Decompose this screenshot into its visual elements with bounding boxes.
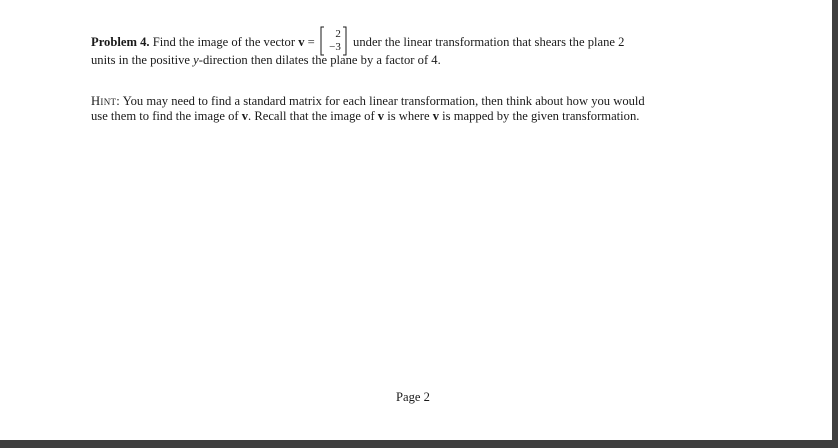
hint-text-1: You may need to find a standard matrix for each linear transformation, then think about how you would [122, 94, 645, 108]
problem-statement-line-2 [91, 52, 441, 68]
hint-line-2 [91, 108, 639, 124]
hint-text-2a: use them to find the image of [91, 109, 239, 123]
vector-entry-1: 2 [335, 28, 341, 40]
hint-vector-v-1: v [241, 109, 249, 123]
problem-text-d: -direction then dilates the plane by a factor of 4. [198, 53, 441, 67]
problem-label: Problem 4. [91, 34, 150, 49]
hint-text-2c: is where [384, 109, 430, 123]
problem-text-b: under the linear transformation that shears the plane 2 [353, 34, 625, 49]
equals-sign: = [304, 34, 318, 49]
hint-label: Hint: [91, 94, 121, 108]
hint-text-2d: is mapped by the given transformation. [439, 109, 640, 123]
problem-text-a: Find the image of the vector [152, 34, 296, 49]
problem-text-c: units in the positive [91, 53, 190, 67]
vector-symbol: v [298, 34, 305, 49]
hint-vector-v-3: v [432, 109, 440, 123]
hint-text-2b: . Recall that the image of [248, 109, 375, 123]
y-variable: y [193, 53, 199, 67]
hint-vector-v-2: v [377, 109, 385, 123]
vector-entry-2: −3 [329, 41, 341, 53]
hint-line-1 [91, 93, 645, 109]
page-number: Page 2 [396, 390, 430, 404]
